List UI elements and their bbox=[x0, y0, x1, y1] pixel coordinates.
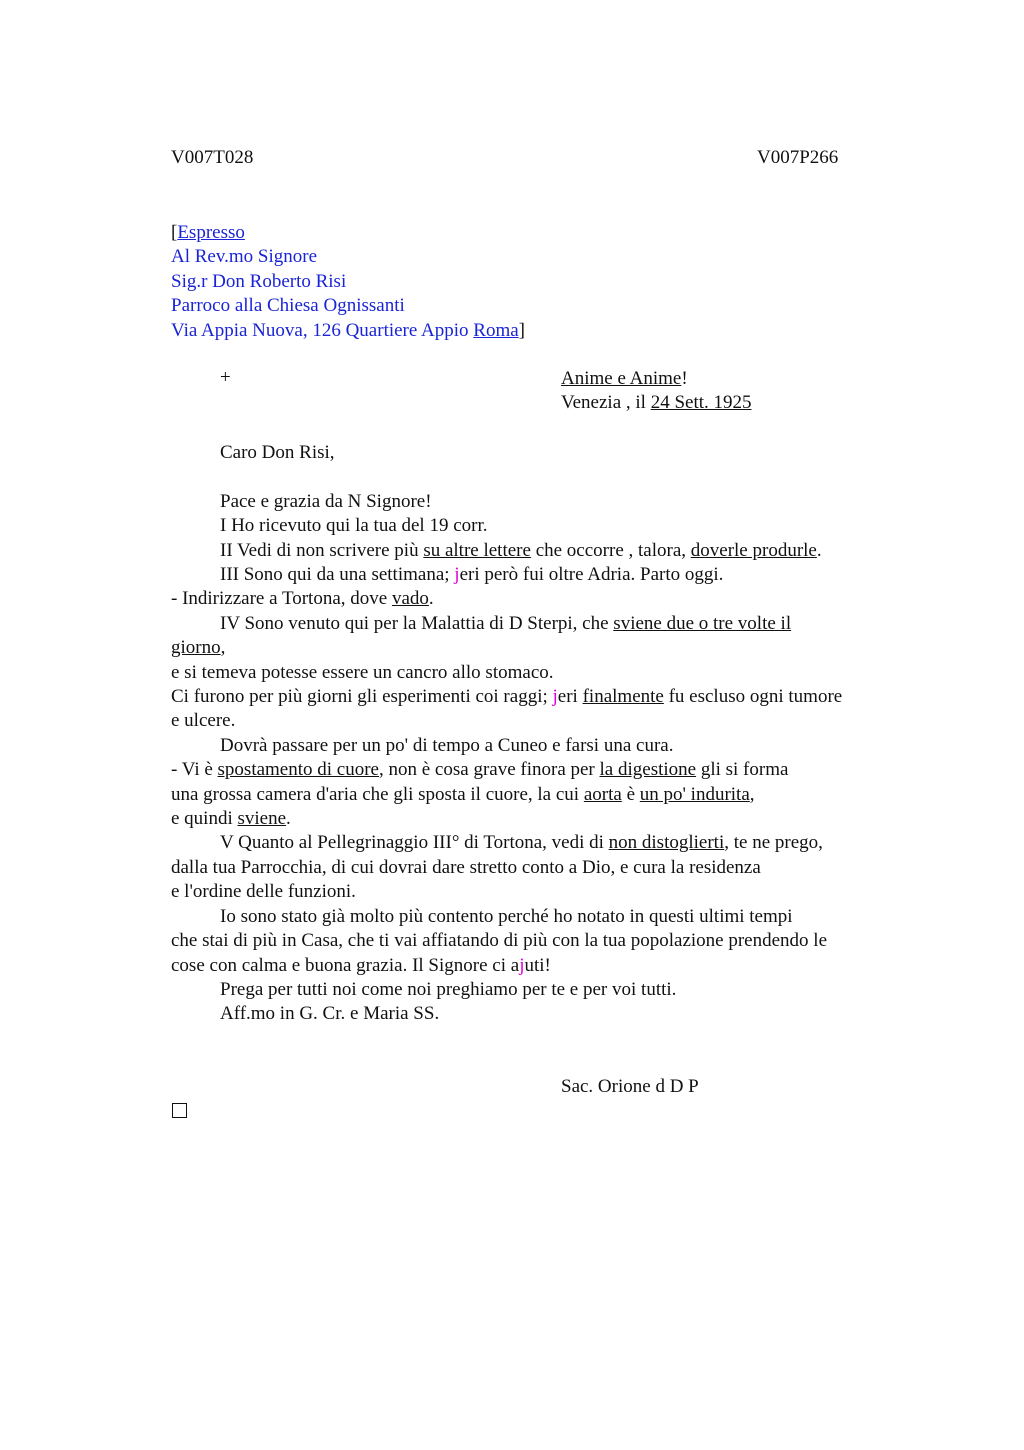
text-run: che occorre , talora, bbox=[530, 539, 691, 561]
underlined-text: aorta bbox=[583, 783, 622, 805]
text-run: Ci furono per più giorni gli esperimenti coi raggi; bbox=[171, 686, 553, 708]
espresso-label: Espresso bbox=[177, 222, 245, 243]
cross-symbol: + bbox=[220, 367, 231, 388]
text-run: fu escluso ogni tumore bbox=[663, 686, 843, 708]
body-line: che stai di più in Casa, che ti vai affiatando di più con la tua popolazione prendendo le bbox=[171, 930, 828, 952]
underlined-text: la digestione bbox=[599, 759, 697, 781]
body-line: Pace e grazia da N Signore! bbox=[220, 490, 432, 512]
body-line: e si temeva potesse essere un cancro allo stomaco. bbox=[171, 661, 554, 683]
body-line bbox=[171, 783, 911, 807]
motto-excl: ! bbox=[681, 368, 688, 389]
highlighted-letter: j bbox=[552, 686, 558, 708]
underlined-text: un po' indurita bbox=[639, 783, 750, 805]
body-line: I Ho ricevuto qui la tua del 19 corr. bbox=[220, 515, 488, 537]
text-run: eri però fui oltre Adria. Parto oggi. bbox=[459, 564, 724, 586]
open-bracket: [ bbox=[171, 222, 178, 243]
underlined-text: doverle produrle bbox=[690, 539, 817, 561]
address-line-3: Sig.r Don Roberto Risi bbox=[171, 270, 347, 292]
closing-line: Aff.mo in G. Cr. e Maria SS. bbox=[220, 1003, 440, 1025]
text-run: cose con calma e buona grazia. Il Signore ci a bbox=[171, 954, 520, 976]
text-run: . bbox=[286, 808, 291, 830]
page-code-right: V007P266 bbox=[757, 147, 839, 168]
signature: Sac. Orione d D P bbox=[561, 1076, 699, 1097]
address-line-2: Al Rev.mo Signore bbox=[171, 246, 318, 268]
body-line bbox=[171, 831, 911, 855]
text-run: II Vedi di non scrivere più bbox=[220, 539, 424, 561]
body-line bbox=[171, 685, 911, 709]
underlined-text: sviene bbox=[237, 808, 287, 830]
body-line bbox=[171, 587, 911, 611]
underlined-text: giorno bbox=[171, 637, 221, 659]
text-run: gli si forma bbox=[696, 759, 789, 781]
text-run: e quindi bbox=[171, 808, 238, 830]
motto-and-date bbox=[561, 367, 752, 416]
text-run: , non è cosa grave finora per bbox=[379, 759, 600, 781]
text-run: - Indirizzare a Tortona, dove bbox=[171, 588, 392, 610]
text-run: è bbox=[621, 783, 640, 805]
text-run: . bbox=[428, 588, 434, 610]
underlined-text: finalmente bbox=[582, 686, 664, 708]
underlined-text: spostamento di cuore bbox=[217, 759, 379, 781]
spacer bbox=[171, 465, 911, 489]
body-line: e ulcere. bbox=[171, 710, 236, 732]
text-run: . bbox=[816, 539, 822, 561]
address-block bbox=[171, 221, 525, 343]
body-line: dalla tua Parrocchia, di cui dovrai dare stretto conto a Dio, e cura la residenza bbox=[171, 856, 761, 878]
underlined-text: vado bbox=[391, 588, 429, 610]
salutation: Caro Don Risi, bbox=[220, 442, 335, 463]
text-run: , bbox=[749, 783, 755, 805]
place-date-line bbox=[561, 391, 752, 415]
motto-text: Anime e Anime bbox=[561, 368, 682, 389]
text-run: , bbox=[220, 637, 226, 659]
place-text: Venezia , il bbox=[561, 392, 651, 414]
body-line: Io sono stato già molto più contento perché ho notato in questi ultimi tempi bbox=[220, 905, 793, 927]
empty-box-icon bbox=[172, 1103, 187, 1118]
body-line bbox=[171, 539, 911, 563]
text-run: IV Sono venuto qui per la Malattia di D Sterpi, che bbox=[220, 612, 614, 634]
body-line bbox=[171, 807, 911, 831]
address-line-4: Parroco alla Chiesa Ognissanti bbox=[171, 295, 405, 317]
address-line-5 bbox=[171, 319, 525, 343]
text-run: uti! bbox=[524, 954, 551, 976]
text-run: eri bbox=[557, 686, 583, 708]
text-run: una grossa camera d'aria che gli sposta il cuore, la cui bbox=[171, 783, 584, 805]
close-bracket: ] bbox=[518, 319, 525, 341]
volume-code-left: V007T028 bbox=[171, 147, 254, 168]
street-text: Via Appia Nuova, 126 Quartiere Appio bbox=[171, 319, 474, 341]
motto-line bbox=[561, 367, 752, 391]
letter-body bbox=[171, 441, 911, 1027]
text-run: - Vi è bbox=[171, 759, 218, 781]
text-run: , te ne prego, bbox=[724, 832, 823, 854]
address-line-1 bbox=[171, 221, 525, 245]
body-line bbox=[171, 954, 911, 978]
text-run: V Quanto al Pellegrinaggio III° di Tortona, vedi di bbox=[220, 832, 609, 854]
body-line bbox=[171, 758, 911, 782]
body-line: Dovrà passare per un po' di tempo a Cuneo e farsi una cura. bbox=[220, 734, 674, 756]
highlighted-letter: j bbox=[519, 954, 525, 976]
underlined-text: sviene due o tre volte il bbox=[613, 612, 792, 634]
date-text: 24 Sett. 1925 bbox=[650, 392, 752, 414]
underlined-text: su altre lettere bbox=[423, 539, 531, 561]
body-line bbox=[171, 563, 911, 587]
city-roma: Roma bbox=[473, 319, 519, 341]
highlighted-letter: j bbox=[454, 564, 460, 586]
body-line: Prega per tutti noi come noi preghiamo per te e per voi tutti. bbox=[220, 978, 677, 1000]
body-line bbox=[171, 636, 911, 660]
text-run: III Sono qui da una settimana; bbox=[220, 564, 455, 586]
underlined-text: non distoglierti bbox=[608, 832, 725, 854]
body-line bbox=[171, 612, 911, 636]
body-line: e l'ordine delle funzioni. bbox=[171, 881, 356, 903]
